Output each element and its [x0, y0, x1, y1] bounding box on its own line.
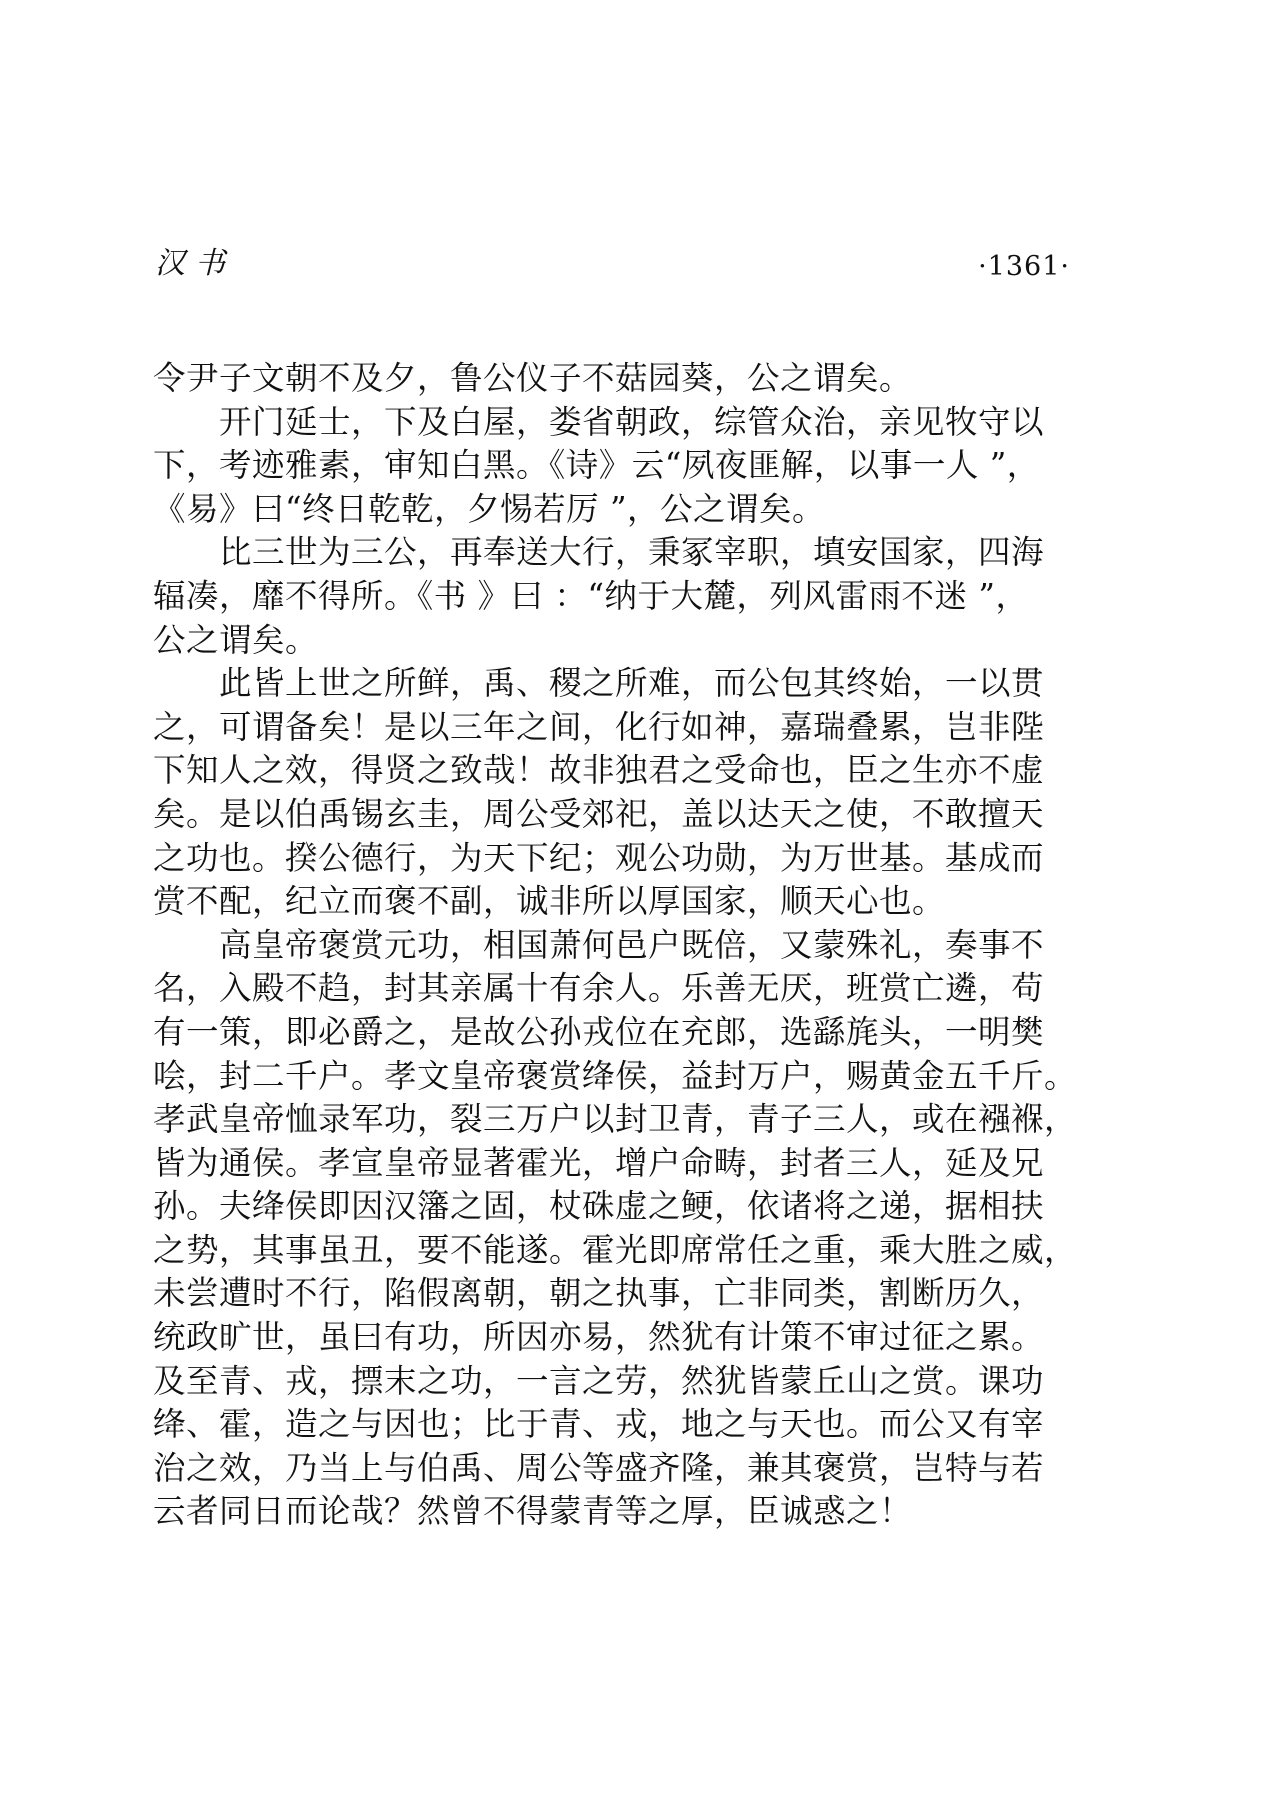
text-line: 治之效，乃当上与伯禹、周公等盛齐隆，兼其褒赏，岂特与若 [153, 1448, 1045, 1487]
text-line: 开门延士，下及白屋，娄省朝政，综管众治，亲见牧守以 [219, 402, 1045, 441]
page-header [155, 240, 1070, 282]
text-line: 有一策，即必爵之，是故公孙戎位在充郎，选繇旄头，一明樊 [153, 1012, 1045, 1051]
text-line: 皆为通侯。孝宣皇帝显著霍光，增户命畴，封者三人，延及兄 [153, 1143, 1045, 1182]
text-line: 孝武皇帝恤录军功，裂三万户以封卫青，青子三人，或在襁褓， [153, 1100, 1078, 1139]
text-line: 绛、霍，造之与因也；比于青、戎，地之与天也。而公又有宰 [153, 1405, 1045, 1444]
text-line: 及至青、戎，摽末之功，一言之劳，然犹皆蒙丘山之赏。课功 [153, 1361, 1045, 1400]
text-line: 辐凑，靡不得所。《书 》曰 ：“纳于大麓，列风雷雨不迷 ”， [153, 576, 1029, 615]
text-line: 令尹子文朝不及夕，鲁公仪子不菇园葵，公之谓矣。 [153, 359, 913, 397]
text-line: 比三世为三公，再奉送大行，秉冢宰职，填安国家，四海 [219, 533, 1045, 572]
running-head-title: 汉书 [155, 246, 235, 281]
text-line: 矣。是以伯禹锡玄圭，周公受郊祀，盖以达天之使，不敢擅天 [153, 794, 1045, 833]
text-line: 公之谓矣。 [153, 620, 319, 659]
text-line: 此皆上世之所鲜，禹、稷之所难，而公包其终始，一以贯 [219, 664, 1045, 703]
text-line: 哙，封二千户。孝文皇帝褒赏绛侯，益封万户，赐黄金五千斤。 [153, 1056, 1078, 1095]
text-line: 统政旷世，虽曰有功，所因亦易，然犹有计策不审过征之累。 [153, 1318, 1045, 1357]
text-line: 下知人之效，得贤之致哉！故非独君之受命也，臣之生亦不虚 [153, 751, 1045, 790]
text-line: 之功也。揆公德行，为天下纪；观公功勋，为万世基。基成而 [153, 838, 1045, 877]
text-line: 之，可谓备矣！是以三年之间，化行如神，嘉瑞叠累，岂非陛 [153, 707, 1045, 746]
text-line: 下，考迹雅素，审知白黑。《诗》云“夙夜匪解，以事一人 ”， [153, 446, 1040, 485]
text-line: 高皇帝褒赏元功，相国萧何邑户既倍，又蒙殊礼，奏事不 [219, 925, 1045, 964]
text-line: 之势，其事虽丑，要不能遂。霍光即席常任之重，乘大胜之威， [153, 1230, 1078, 1269]
page-number: ·1361· [978, 251, 1070, 282]
text-line: 孙。夫绛侯即因汉籓之固，杖硃虚之鲠，依诸将之递，据相扶 [153, 1187, 1045, 1226]
text-line: 《易》曰“终日乾乾，夕惕若厉 ”，公之谓矣。 [153, 489, 826, 528]
text-line: 未尝遭时不行，陷假离朝，朝之执事，亡非同类，割断历久， [153, 1274, 1045, 1313]
body-text [153, 357, 1078, 1534]
text-line: 名，入殿不趋，封其亲属十有余人。乐善无厌，班赏亡遴，苟 [153, 969, 1045, 1008]
text-line: 云者同日而论哉？然曾不得蒙青等之厚，臣诚惑之！ [153, 1492, 913, 1531]
text-line: 赏不配，纪立而褒不副，诚非所以厚国家，顺天心也。 [153, 882, 946, 921]
